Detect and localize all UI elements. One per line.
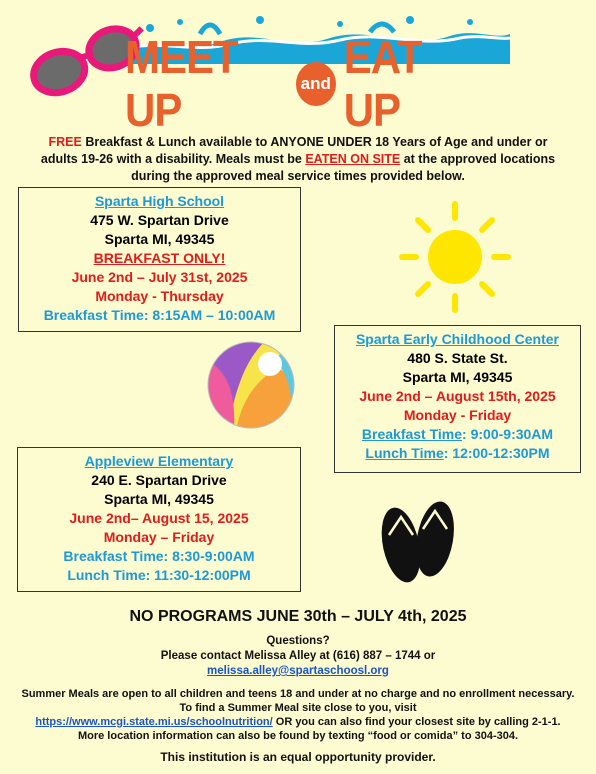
site-card-sparta-high [18, 187, 301, 332]
intro-free: FREE [48, 135, 82, 149]
site-address: 480 S. State St. [407, 350, 508, 366]
site-city: Sparta MI, 49345 [104, 491, 214, 507]
site-breakfast-time: Breakfast Time: 8:15AM – 10:00AM [43, 307, 276, 323]
site-lunch-time: Lunch Time: 12:00-12:30PM [365, 445, 550, 461]
beach-ball-icon [206, 340, 296, 430]
site-card-early-childhood [334, 325, 581, 473]
site-dates: June 2nd – August 15th, 2025 [359, 388, 556, 404]
site-note: BREAKFAST ONLY! [93, 250, 226, 266]
contact-section [14, 634, 582, 679]
site-address: 240 E. Spartan Drive [91, 472, 227, 488]
site-city: Sparta MI, 49345 [104, 231, 215, 247]
contact-line: Please contact Melissa Alley at (616) 887 – 1744 or [160, 650, 436, 662]
site-name: Appleview Elementary [84, 453, 234, 469]
intro-text-1: Breakfast & Lunch available to ANYONE UNDER 18 Years of Age and under or adults 19-26 with a disability. Meals must be [40, 135, 548, 166]
header-title [125, 31, 475, 136]
site-days: Monday - Friday [403, 407, 512, 423]
intro-eaten-on-site: EATEN ON SITE [305, 152, 401, 166]
footer-line-1: Summer Meals are open to all children and teens 18 and under at no charge and no enrollment necessary. To find a Summer Meal site close to you, visit [21, 688, 575, 714]
site-dates: June 2nd– August 15, 2025 [69, 510, 249, 526]
contact-email-link[interactable]: melissa.alley@spartaschoosl.org [207, 665, 389, 677]
footer-paragraph [14, 687, 582, 743]
site-name: Sparta Early Childhood Center [355, 331, 560, 347]
site-breakfast-time: Breakfast Time: 8:30-9:00AM [63, 548, 255, 564]
site-dates: June 2nd – July 31st, 2025 [71, 269, 248, 285]
site-days: Monday - Thursday [95, 288, 224, 304]
site-card-appleview [17, 447, 301, 592]
site-days: Monday – Friday [103, 529, 215, 545]
equal-opportunity-statement: This institution is an equal opportunity provider. [160, 750, 436, 764]
site-lunch-time: Lunch Time: 11:30-12:00PM [67, 567, 251, 583]
no-programs-notice: NO PROGRAMS JUNE 30th – JULY 4th, 2025 [129, 608, 467, 625]
title-meet-up: MEET UP [125, 31, 238, 136]
intro-text-2: at the approved locations during the approved meal service times provided below. [131, 152, 556, 183]
site-breakfast-time: Breakfast Time: 9:00-9:30AM [361, 426, 554, 442]
site-city: Sparta MI, 49345 [402, 369, 513, 385]
site-name: Sparta High School [94, 193, 225, 209]
contact-questions: Questions? [266, 635, 330, 647]
sun-icon [398, 200, 513, 315]
flip-flops-icon [375, 495, 465, 590]
title-and-badge: and [296, 62, 336, 106]
site-address: 475 W. Spartan Drive [90, 212, 229, 228]
footer-line-3: More location information can also be found by texting “food or comida” to 304-304. [77, 730, 519, 742]
nutrition-url-link[interactable]: https://www.mcgi.state.mi.us/schoolnutrition/ [35, 716, 273, 728]
title-eat-up: EAT UP [343, 31, 422, 136]
intro-paragraph [30, 134, 566, 185]
footer-line-2: OR you can also find your closest site by calling 2-1-1. [272, 716, 561, 728]
